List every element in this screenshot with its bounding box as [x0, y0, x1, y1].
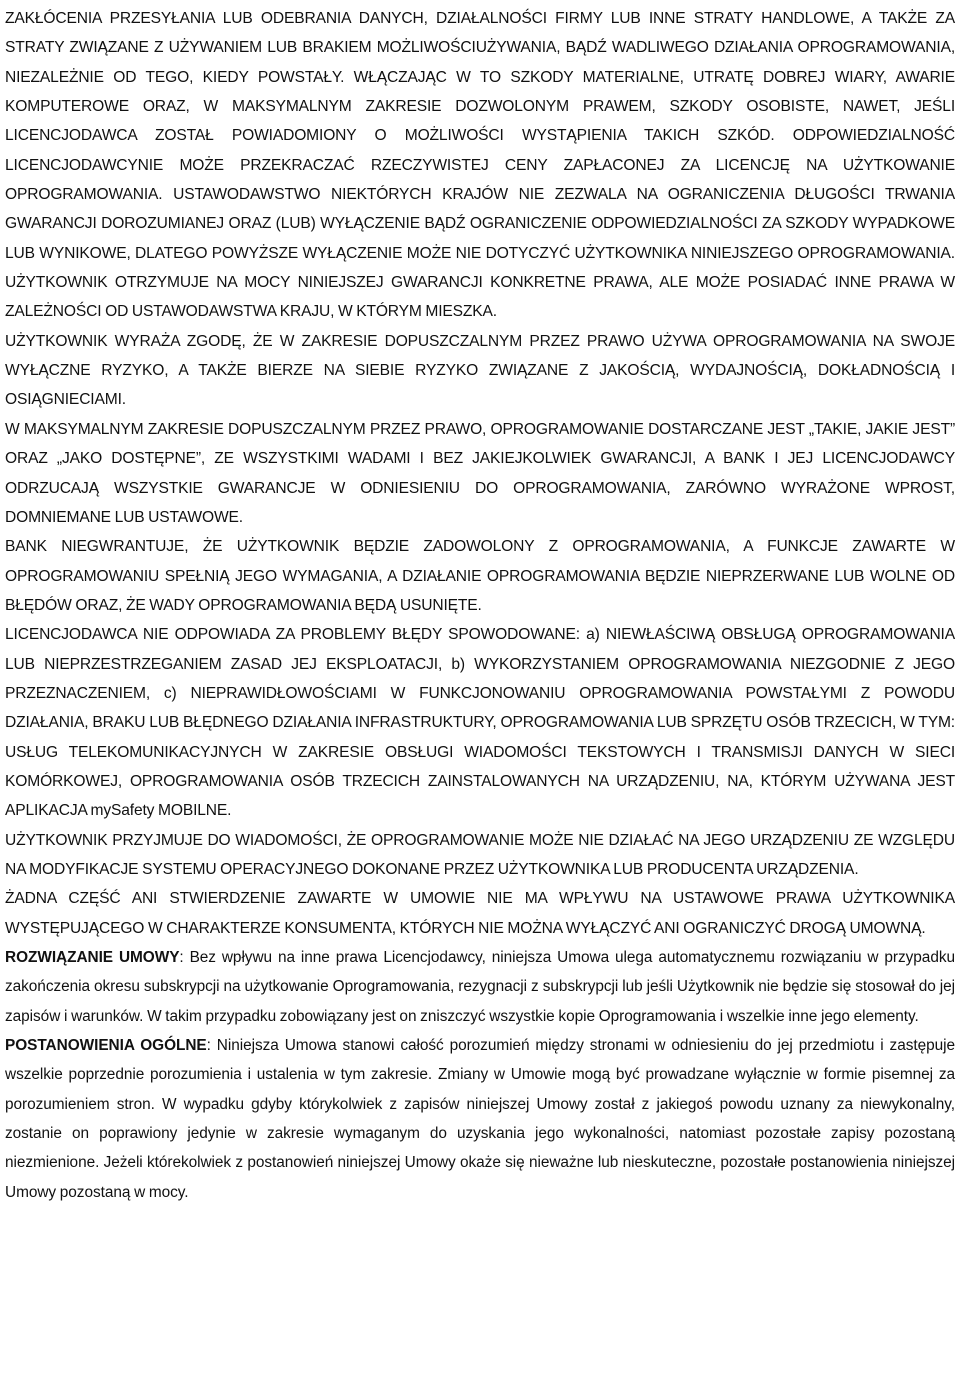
paragraph-liability-limitation: ZAKŁÓCENIA PRZESYŁANIA LUB ODEBRANIA DANYCH, DZIAŁALNOŚCI FIRMY LUB INNE STRATY HANDLOWE, A TAKŻE ZA STRATY ZWIĄZANE Z UŻYWANIEM LUB BRAKIEM MOŻLIWOŚCIUŻYWANIA, BĄDŹ WADLIWEGO DZIAŁANIA OPROGRAMOWANIA, NIEZALEŻNIE OD TEGO, KIEDY POWSTAŁY. WŁĄCZAJĄC W TO SZKODY MATERIALNE, UTRATĘ DOBREJ WIARY, AWARIE KOMPUTEROWE ORAZ, W MAKSYMALNYM ZAKRESIE DOZWOLONYM PRAWEM, SZKODY OSOBISTE, NAWET, JEŚLI LICENCJODAWCA ZOSTAŁ POWIADOMIONY O MOŻLIWOŚCI WYSTĄPIENIA TAKICH SZKÓD. ODPOWIEDZIALNOŚĆ LICENCJODAWCYNIE MOŻE PRZEKRACZAĆ RZECZYWISTEJ CENY ZAPŁACONEJ ZA LICENCJĘ NA UŻYTKOWANIE OPROGRAMOWANIA. USTAWODAWSTWO NIEKTÓRYCH KRAJÓW NIE ZEZWALA NA OGRANICZENIA DŁUGOŚCI TRWANIA GWARANCJI DOROZUMIANEJ ORAZ (LUB) WYŁĄCZENIE BĄDŹ OGRANICZENIE ODPOWIEDZIALNOŚCI ZA SZKODY WYPADKOWE LUB WYNIKOWE, DLATEGO POWYŻSZE WYŁĄCZENIE MOŻE NIE DOTYCZYĆ UŻYTKOWNIKA NINIEJSZEGO OPROGRAMOWANIA. UŻYTKOWNIK OTRZYMUJE NA MOCY NINIEJSZEJ GWARANCJI KONKRETNE PRAWA, ALE MOŻE POSIADAĆ INNE PRAWA W ZALEŻNOŚCI OD USTAWODAWSTWA KRAJU, W KTÓRYM MIESZKA.: [5, 10, 955, 321]
termination-text: : Bez wpływu na inne prawa Licencjodawcy, niniejsza Umowa ulega automatycznemu rozwiązaniu w przypadku zakończenia okresu subskrypcji na użytkowanie Oprogramowania, rezygnacji z subskrypcji lub jeśli Użytkownik nie będzie się stosował do jej zapisów i warunków. W takim przypadku zobowiązany jest on zniszczyć wszystkie kopie Oprogramowania i wszelkie inne jego elementy.: [5, 949, 955, 1025]
section-general-provisions: [5, 1031, 955, 1207]
paragraph-licensor-exclusions: LICENCJODAWCA NIE ODPOWIADA ZA PROBLEMY BŁĘDY SPOWODOWANE: a) NIEWŁAŚCIWĄ OBSŁUGĄ OPROGRAMOWANIA LUB NIEPRZESTRZEGANIEM ZASAD JEJ EKSPLOATACJI, b) WYKORZYSTANIEM OPROGRAMOWANIA NIEZGODNIE Z JEGO PRZEZNACZENIEM, c) NIEPRAWIDŁOWOŚCIAMI W FUNKCJONOWANIU OPROGRAMOWANIA POWSTAŁYMI Z POWODU DZIAŁANIA, BRAKU LUB BŁĘDNEGO DZIAŁANIA INFRASTRUKTURY, OPROGRAMOWANIA LUB SPRZĘTU OSÓB TRZECICH, W TYM: USŁUG TELEKOMUNIKACYJNYCH W ZAKRESIE OBSŁUGI WIADOMOŚCI TEKSTOWYCH I TRANSMISJI DANYCH W SIECI KOMÓRKOWEJ, OPROGRAMOWANIA OSÓB TRZECICH ZAINSTALOWANYCH NA URZĄDZENIU, NA, KTÓRYM UŻYWANA JEST APLIKACJA mySafety MOBILNE.: [5, 626, 955, 820]
paragraph-consumer-rights: ŻADNA CZĘŚĆ ANI STWIERDZENIE ZAWARTE W UMOWIE NIE MA WPŁYWU NA USTAWOWE PRAWA UŻYTKOWNIKA WYSTĘPUJĄCEGO W CHARAKTERZE KONSUMENTA, KTÓRYCH NIE MOŻNA WYŁĄCZYĆ ANI OGRANICZYĆ DROGĄ UMOWNĄ.: [5, 890, 955, 937]
section-termination: [5, 943, 955, 1031]
termination-heading: ROZWIĄZANIE UMOWY: [5, 949, 180, 966]
paragraph-user-risk: UŻYTKOWNIK WYRAŻA ZGODĘ, ŻE W ZAKRESIE DOPUSZCZALNYM PRZEZ PRAWO UŻYWA OPROGRAMOWANIA NA SWOJE WYŁĄCZNE RYZYKO, A TAKŻE BIERZE NA SIEBIE RYZYKO ZWIĄZANE Z JAKOŚCIĄ, WYDAJNOŚCIĄ, DOKŁADNOŚCIĄ I OSIĄGNIECIAMI.: [5, 332, 955, 409]
paragraph-as-is-disclaimer: W MAKSYMALNYM ZAKRESIE DOPUSZCZALNYM PRZEZ PRAWO, OPROGRAMOWANIE DOSTARCZANE JEST „TAKIE, JAKIE JEST” ORAZ „JAKO DOSTĘPNE”, ZE WSZYSTKIMI WADAMI I BEZ JAKIEJKOLWIEK GWARANCJI, A BANK I JEJ LICENCJODAWCY ODRZUCAJĄ WSZYSTKIE GWARANCJE W ODNIESIENIU DO OPROGRAMOWANIA, ZARÓWNO WYRAŻONE WPROST, DOMNIEMANE LUB USTAWOWE.: [5, 420, 955, 526]
general-provisions-heading: POSTANOWIENIA OGÓLNE: [5, 1037, 207, 1055]
paragraph-no-guarantee: BANK NIEGWRANTUJE, ŻE UŻYTKOWNIK BĘDZIE ZADOWOLONY Z OPROGRAMOWANIA, A FUNKCJE ZAWARTE W OPROGRAMOWANIU SPEŁNIĄ JEGO WYMAGANIA, A DZIAŁANIE OPROGRAMOWANIA BĘDZIE NIEPRZERWANE LUB WOLNE OD BŁĘDÓW ORAZ, ŻE WADY OPROGRAMOWANIA BĘDĄ USUNIĘTE.: [5, 538, 955, 614]
paragraph-device-compatibility: UŻYTKOWNIK PRZYJMUJE DO WIADOMOŚCI, ŻE OPROGRAMOWANIE MOŻE NIE DZIAŁAĆ NA JEGO URZĄDZENIU ZE WZGLĘDU NA MODYFIKACJE SYSTEMU OPERACYJNEGO DOKONANE PRZEZ UŻYTKOWNIKA LUB PRODUCENTA URZĄDZENIA.: [5, 831, 955, 878]
general-provisions-text: : Niniejsza Umowa stanowi całość porozumień między stronami w odniesieniu do jej przedmiotu i zastępuje wszelkie poprzednie porozumienia i ustalenia w tym zakresie. Zmiany w Umowie mogą być prowadzane wyłącznie w formie pisemnej za porozumieniem stron. W wypadku gdyby którykolwiek z zapisów niniejszej Umowy został z jakiegoś powodu uznany za niewykonalny, zostanie on poprawiony jedynie w zakresie wymaganym do uzyskania jego wykonalności, natomiast pozostałe zapisy pozostaną niezmienione. Jeżeli którekolwiek z postanowień niniejszej Umowy okaże się nieważne lub nieskuteczne, pozostałe postanowienia niniejszej Umowy pozostaną w mocy.: [5, 1037, 955, 1201]
